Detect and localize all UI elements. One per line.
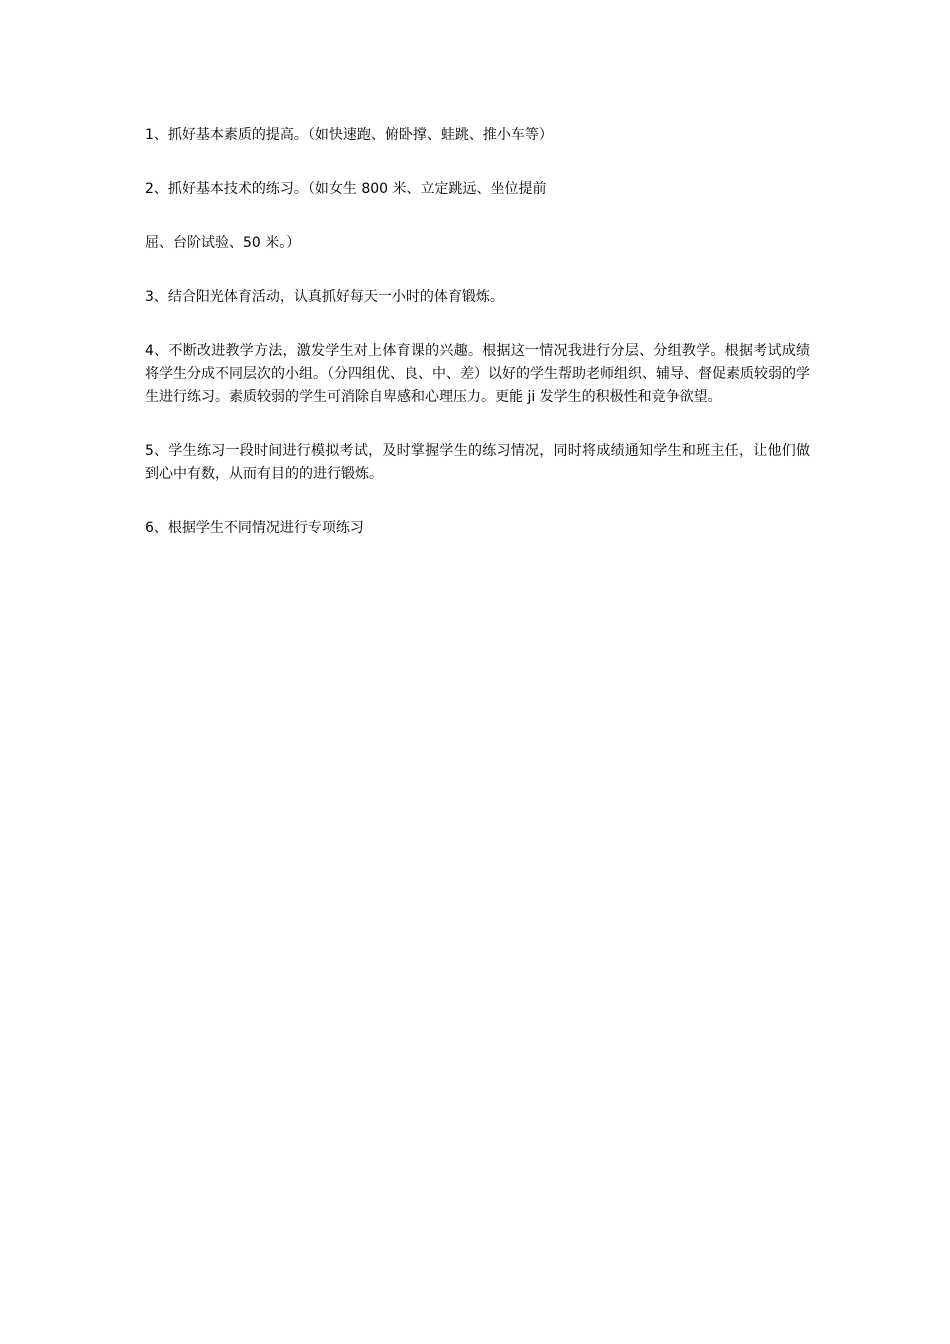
paragraph-item-4: 4、不断改进教学方法，激发学生对上体育课的兴趣。根据这一情况我进行分层、分组教学。根据考试成绩将学生分成不同层次的小组。（分四组优、良、中、差）以好的学生帮助老师组织、辅导、督促素质较弱的学生进行练习。素质较弱的学生可消除自卑感和心理压力。更能 ji 发学生的积极性和竞争欲望。 xyxy=(145,343,810,405)
paragraph-item-1: 1、抓好基本素质的提高。（如快速跑、俯卧撑、蛙跳、推小车等） xyxy=(145,127,553,143)
paragraph-item-2-continued: 屈、台阶试验、50 米。） xyxy=(145,235,301,251)
document-body xyxy=(145,124,810,540)
paragraph-item-2: 2、抓好基本技术的练习。（如女生 800 米、立定跳远、坐位提前 xyxy=(145,181,547,197)
paragraph-item-5: 5、学生练习一段时间进行模拟考试，及时掌握学生的练习情况，同时将成绩通知学生和班主任，让他们做到心中有数，从而有目的的进行锻炼。 xyxy=(145,443,810,482)
paragraph-item-3: 3、结合阳光体育活动，认真抓好每天一小时的体育锻炼。 xyxy=(145,289,504,305)
paragraph-item-6: 6、根据学生不同情况进行专项练习 xyxy=(145,520,364,536)
